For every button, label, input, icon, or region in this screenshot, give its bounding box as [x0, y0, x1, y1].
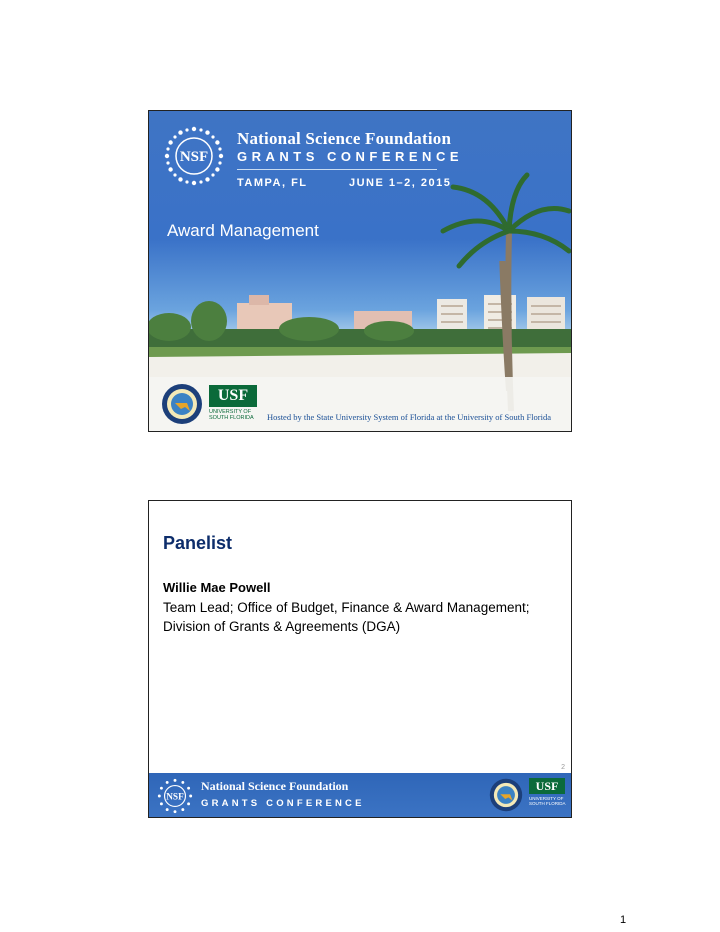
nsf-seal-text: NSF: [166, 792, 184, 803]
divider: [237, 169, 437, 170]
slide-title: Award Management: [167, 221, 319, 240]
slide-footer: [149, 773, 572, 818]
org-name: National Science Foundation: [237, 129, 452, 148]
title-slide: [148, 110, 572, 432]
florida-seal-icon: [489, 778, 523, 812]
usf-logo-text: USF: [209, 385, 257, 407]
page-number: 1: [620, 914, 627, 926]
footer-conference-name: GRANTS CONFERENCE: [201, 798, 365, 809]
nsf-seal-icon: [163, 125, 225, 187]
panelist-role: Team Lead; Office of Budget, Finance & Award Management; Division of Grants & Agreements (DGA): [163, 600, 530, 634]
nsf-seal-icon: [157, 778, 193, 814]
nsf-seal-text: NSF: [179, 149, 209, 165]
usf-logo: [529, 778, 567, 806]
slide-number: 2: [561, 764, 565, 771]
hosted-by-text: Hosted by the State University System of Florida at the University of South Florida: [267, 412, 552, 422]
conference-location: TAMPA, FL: [237, 177, 308, 189]
conference-dates: JUNE 1–2, 2015: [349, 177, 452, 189]
conference-name: GRANTS CONFERENCE: [237, 149, 464, 164]
florida-seal-icon: [161, 383, 203, 425]
usf-subtext: UNIVERSITY OF SOUTH FLORIDA: [529, 796, 566, 806]
panelist-name: Willie Mae Powell: [163, 580, 271, 595]
usf-logo-text: USF: [529, 778, 565, 794]
palm-tree-icon: [439, 171, 572, 411]
panelist-slide: [148, 500, 572, 818]
usf-logo: [209, 385, 257, 421]
slide-heading: Panelist: [163, 533, 233, 553]
footer-org-name: National Science Foundation: [201, 779, 349, 793]
usf-subtext: UNIVERSITY OF SOUTH FLORIDA: [209, 409, 254, 421]
